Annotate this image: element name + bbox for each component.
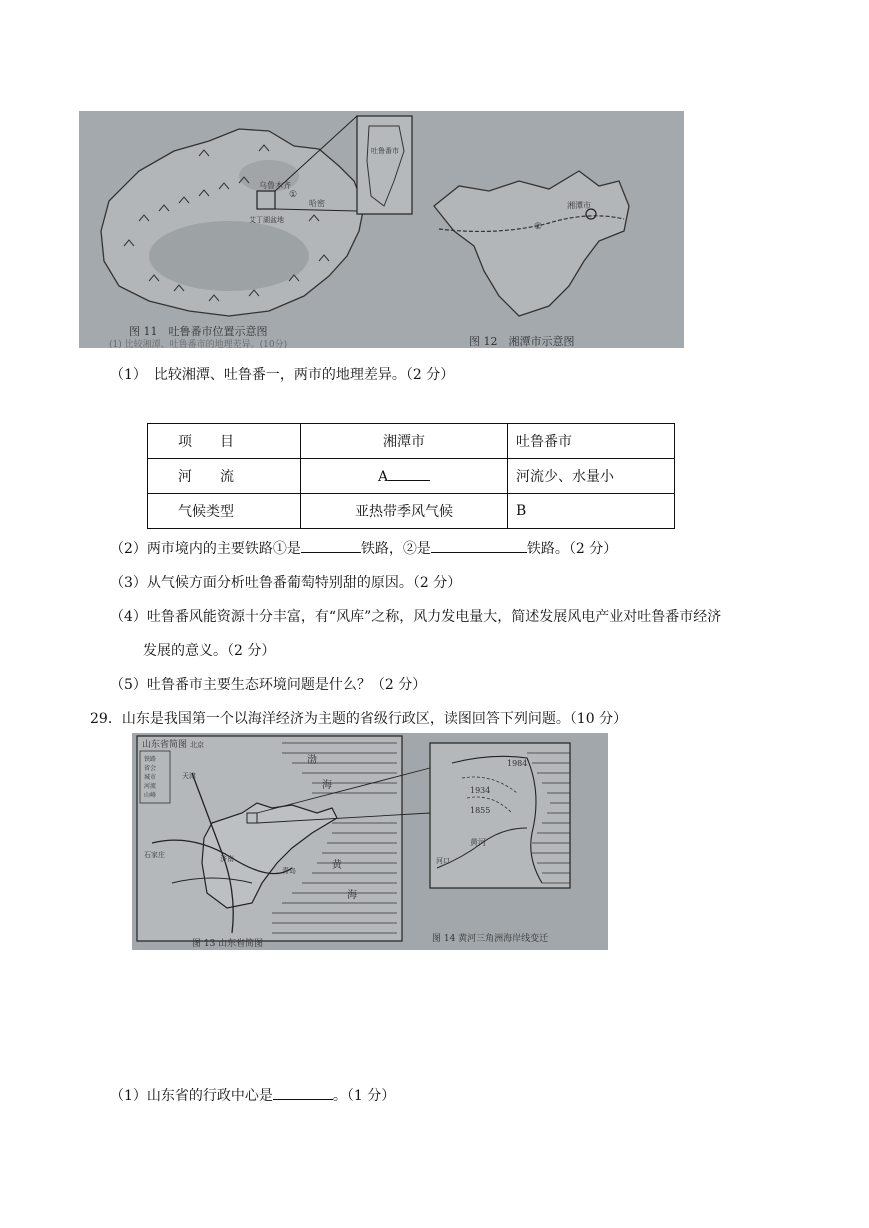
legend-item: 城市 — [144, 774, 157, 781]
comparison-table — [147, 423, 675, 529]
answer-a-blank[interactable] — [388, 467, 430, 481]
q28-2-part-c: 铁路。（2 分） — [526, 541, 618, 557]
figure-13-14-photo — [132, 733, 608, 950]
table-cell-item: 气候类型 — [148, 494, 301, 529]
table-row — [148, 424, 675, 459]
label-qingdao: 青岛 — [282, 867, 296, 875]
q29-stem: 29．山东是我国第一个以海洋经济为主题的省级行政区，读图回答下列问题。（10 分） — [90, 711, 628, 727]
label-sea: 渤 — [307, 755, 317, 766]
label-year: 1934 — [470, 786, 491, 795]
label-sea: 海 — [322, 780, 332, 791]
label-marker2: ② — [534, 222, 543, 232]
fig12-caption: 图 12 湘潭市示意图 — [469, 335, 575, 348]
label-ayding: 艾丁湖盆地 — [249, 216, 284, 224]
table-cell-xiangtan: 亚热带季风气候 — [301, 494, 508, 529]
label-river: 黄河 — [470, 838, 486, 847]
q28-2-part-b: 铁路，②是 — [360, 541, 431, 557]
legend-item: 省会 — [144, 765, 157, 772]
label-turpan-city: 吐鲁番市 — [371, 147, 399, 155]
table-cell-turpan: B — [508, 494, 675, 529]
q28-3: （3）从气候方面分析吐鲁番葡萄特别甜的原因。（2 分） — [110, 575, 462, 591]
legend-item: 铁路 — [144, 756, 157, 763]
q29-1-part-b: 。（1 分） — [332, 1088, 396, 1104]
table-cell-item: 河 流 — [148, 459, 301, 494]
fig13-caption: 图 13 山东省简图 — [192, 939, 264, 949]
figure-11-12-photo — [79, 111, 684, 348]
answer-a-label: A — [377, 469, 389, 485]
q29-1 — [110, 1085, 395, 1105]
fig1-title-fragment: (1) 比较湘潭、吐鲁番市的地理差异。(10分) — [109, 340, 288, 348]
label-sea: 海 — [347, 890, 357, 901]
label-jinan: 济南 — [220, 855, 234, 863]
figure-13-14-map — [132, 733, 608, 950]
label-marker1: ① — [289, 190, 298, 200]
figure-11-12-map — [79, 111, 684, 348]
label-year: 1855 — [470, 806, 491, 815]
table-row — [148, 459, 675, 494]
fig14-caption: 图 14 黄河三角洲海岸线变迁 — [432, 934, 549, 944]
table-header-item: 项 目 — [148, 424, 301, 459]
q29-1-part-a: （1）山东省的行政中心是 — [110, 1088, 273, 1104]
railway-2-blank[interactable] — [431, 539, 527, 553]
table-header-xiangtan: 湘潭市 — [301, 424, 508, 459]
table-cell-turpan: 河流少、水量小 — [508, 459, 675, 494]
label-beijing: 北京 — [190, 741, 204, 749]
table-cell-xiangtan — [301, 459, 508, 494]
q28-2-part-a: （2）两市境内的主要铁路①是 — [110, 541, 301, 557]
label-hekou: 河口 — [436, 857, 450, 865]
q28-1: （1） 比较湘潭、吐鲁番一，两市的地理差异。（2 分） — [110, 367, 455, 383]
capital-blank[interactable] — [273, 1086, 333, 1100]
railway-1-blank[interactable] — [301, 539, 361, 553]
table-row — [148, 494, 675, 529]
label-hami: 哈密 — [309, 199, 325, 208]
q28-2 — [110, 538, 617, 558]
q28-4-line1: （4）吐鲁番风能资源十分丰富，有“风库”之称，风力发电量大，简述发展风电产业对吐鲁番市经济 — [110, 609, 722, 625]
label-sea: 黄 — [332, 860, 342, 871]
label-urumqi: 乌鲁木齐 — [259, 181, 291, 190]
fig11-caption: 图 11 吐鲁番市位置示意图 — [129, 325, 268, 338]
map-title: 山东省简图 — [142, 740, 188, 750]
q28-5: （5）吐鲁番市主要生态环境问题是什么？（2 分） — [110, 677, 427, 693]
label-shijiazhuang: 石家庄 — [144, 851, 165, 859]
legend-item: 山峰 — [144, 792, 157, 799]
label-xiangtan: 湘潭市 — [567, 201, 591, 210]
label-year: 1984 — [507, 759, 528, 768]
label-tianjin: 天津 — [182, 772, 196, 780]
legend-item: 河流 — [144, 783, 157, 790]
q28-4-line2: 发展的意义。（2 分） — [143, 643, 276, 659]
table-header-turpan: 吐鲁番市 — [508, 424, 675, 459]
